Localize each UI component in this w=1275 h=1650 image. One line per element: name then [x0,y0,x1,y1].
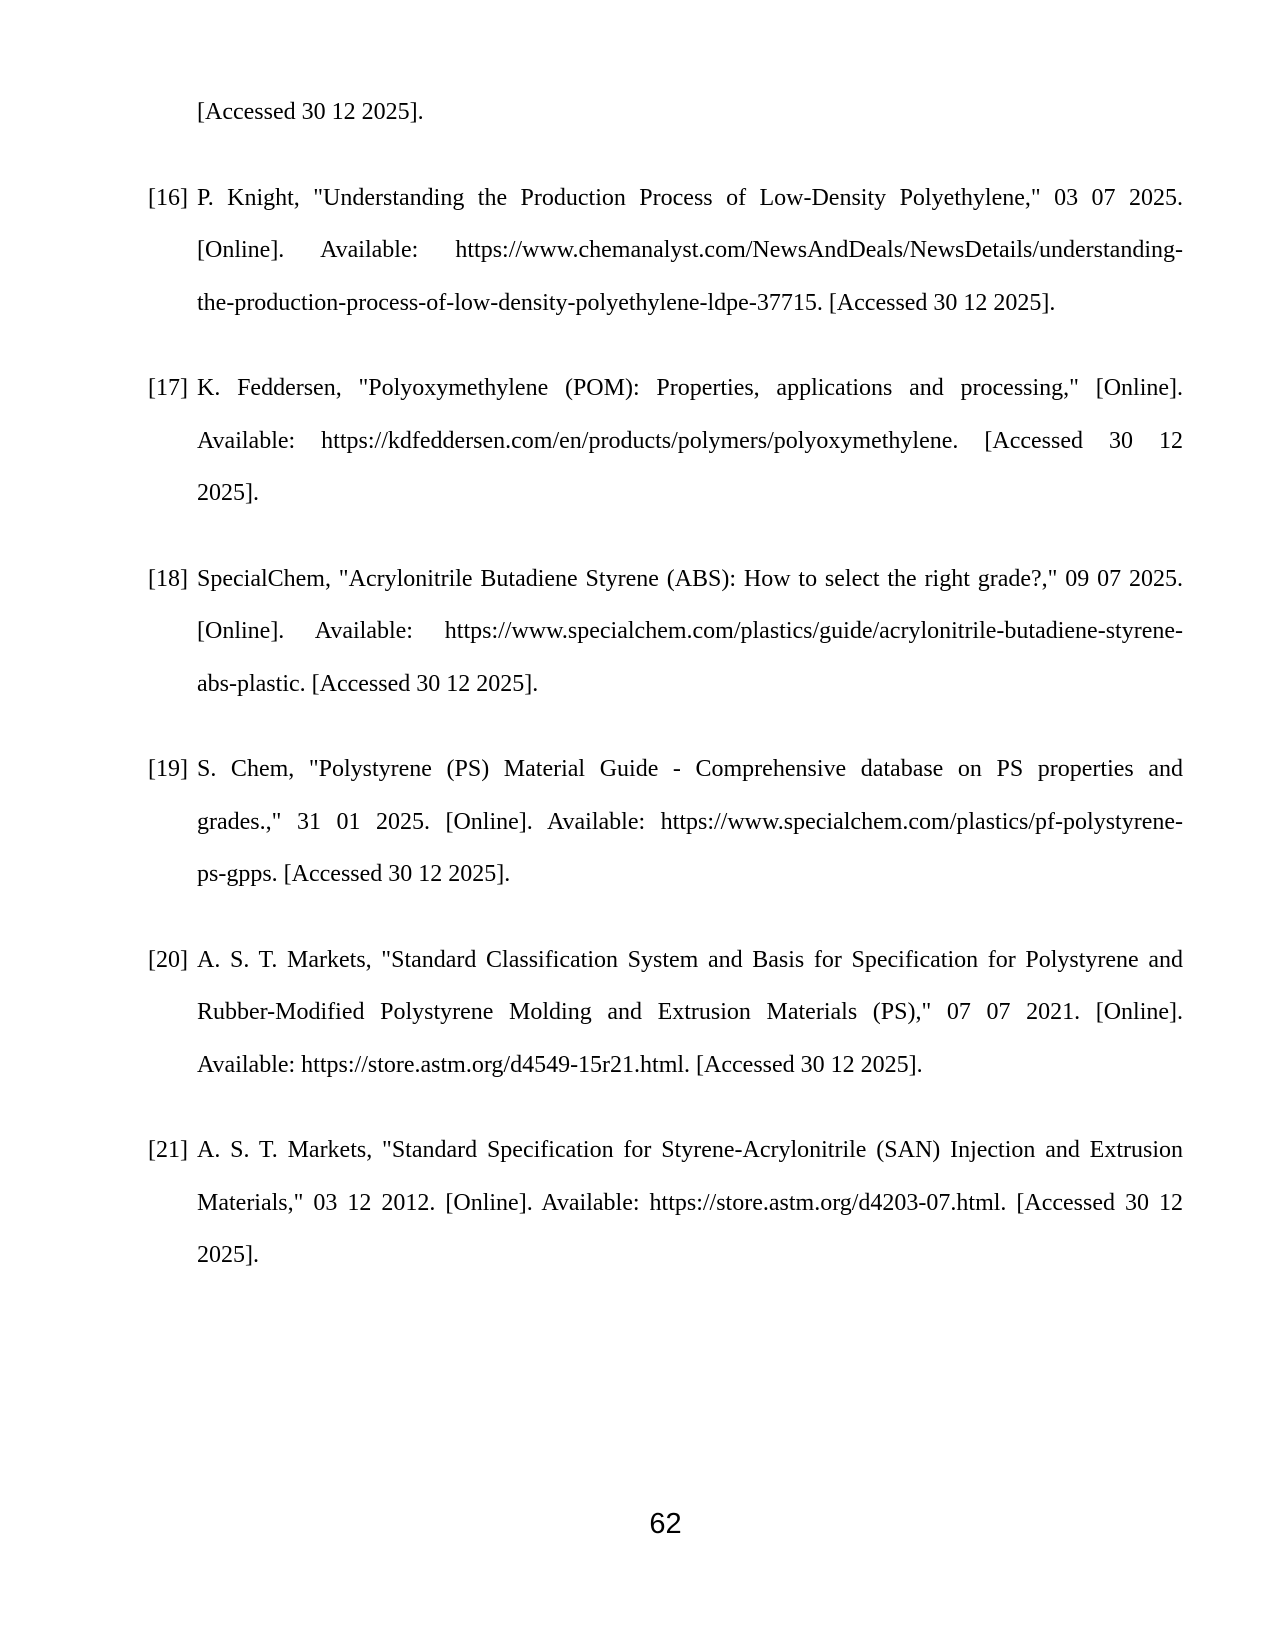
reference-line: A. S. T. Markets, "Standard Specification for Styrene-Acrylonitrile (SAN) Injection and Extrusion [197,1137,1183,1163]
reference-number: [20] [148,946,188,973]
reference-number: [16] [148,184,188,211]
reference-line: ps-gpps. [Accessed 30 12 2025]. [197,861,511,887]
reference-line: Available: https://kdfeddersen.com/en/products/polymers/polyoxymethylene. [Accessed 30 12 [197,427,1183,454]
reference-number: [19] [148,756,188,782]
reference-line: K. Feddersen, "Polyoxymethylene (POM): Properties, applications and processing," [Online]. [197,375,1183,401]
references-list [148,86,1183,1315]
reference-number: [21] [148,1137,188,1163]
reference-line: Rubber-Modified Polystyrene Molding and Extrusion Materials (PS)," 07 07 2021. [Online]. [197,999,1183,1025]
reference-entry-15-continuation [148,86,1183,139]
reference-line: [Accessed 30 12 2025]. [197,99,424,125]
reference-line: the-production-process-of-low-density-polyethylene-ldpe-37715. [Accessed 30 12 2025]. [197,289,1056,316]
reference-line: grades.," 31 01 2025. [Online]. Available: https://www.specialchem.com/plastics/pf-polystyrene- [197,808,1183,835]
reference-line: Available: https://store.astm.org/d4549-15r21.html. [Accessed 30 12 2025]. [197,1051,923,1078]
reference-line: SpecialChem, "Acrylonitrile Butadiene Styrene (ABS): How to select the right grade?," 09 07 2025. [197,565,1183,592]
reference-entry-19 [148,743,1183,901]
page-number: 62 [649,1508,682,1540]
reference-line: [Online]. Available: https://www.chemanalyst.com/NewsAndDeals/NewsDetails/understanding- [197,237,1183,263]
reference-entry-20 [148,934,1183,1092]
reference-line: P. Knight, "Understanding the Production Process of Low-Density Polyethylene," 03 07 2025. [197,184,1183,211]
reference-line: S. Chem, "Polystyrene (PS) Material Guide - Comprehensive database on PS properties and [197,756,1183,782]
reference-line: 2025]. [197,480,259,506]
reference-entry-21 [148,1124,1183,1282]
reference-entry-17 [148,362,1183,520]
reference-entry-18 [148,553,1183,711]
reference-line: 2025]. [197,1242,259,1268]
reference-line: [Online]. Available: https://www.specialchem.com/plastics/guide/acrylonitrile-butadiene-styrene- [197,618,1183,644]
reference-number: [17] [148,375,188,401]
reference-line: Materials," 03 12 2012. [Online]. Available: https://store.astm.org/d4203-07.html. [Accessed 30 12 [197,1189,1183,1216]
reference-entry-16 [148,172,1183,330]
reference-line: abs-plastic. [Accessed 30 12 2025]. [197,670,539,697]
reference-line: A. S. T. Markets, "Standard Classification System and Basis for Specification for Polystyrene and [197,946,1183,973]
reference-number: [18] [148,565,188,592]
